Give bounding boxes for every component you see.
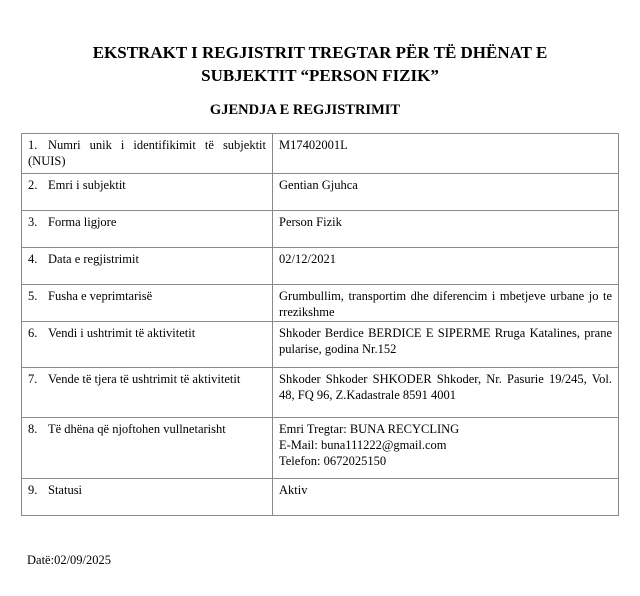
table-row <box>22 134 619 174</box>
table-row <box>22 248 619 285</box>
row-label: Të dhëna që njoftohen vullnetarisht <box>48 422 226 436</box>
row-label: Vende të tjera të ushtrimit të aktivitetit <box>48 372 241 386</box>
table-row <box>22 418 619 479</box>
row-label-cell <box>22 174 273 211</box>
row-label-cell <box>22 322 273 368</box>
row-label-cell <box>22 368 273 418</box>
document-title-line-1: EKSTRAKT I REGJISTRIT TREGTAR PËR TË DHËNAT E <box>92 43 548 62</box>
row-value-other-locations: Shkoder Shkoder SHKODER Shkoder, Nr. Pasurie 19/245, Vol. 48, FQ 96, Z.Kadastrale 8591 4001 <box>279 372 612 402</box>
row-label: Statusi <box>48 483 83 497</box>
row-value-phone: Telefon: 0672025150 <box>279 454 387 468</box>
registration-table <box>21 133 619 516</box>
row-number: 5. <box>28 289 38 303</box>
row-number: 6. <box>28 326 38 340</box>
row-label: Data e regjistrimit <box>48 252 139 266</box>
row-value-cell <box>273 285 619 322</box>
row-value-cell <box>273 368 619 418</box>
document-subtitle: GJENDJA E REGJISTRIMIT <box>209 102 401 118</box>
row-value-name: Gentian Gjuhca <box>279 178 358 192</box>
row-number: 1. <box>28 138 38 152</box>
row-value-cell <box>273 134 619 174</box>
row-value-nuis: M17402001L <box>279 138 348 152</box>
row-value-cell <box>273 322 619 368</box>
row-number: 9. <box>28 483 38 497</box>
row-label-cell <box>22 418 273 479</box>
row-value-activity: Grumbullim, transportim dhe diferencim i mbetjeve urbane jo te rrezikshme <box>279 289 612 319</box>
row-value-cell <box>273 174 619 211</box>
row-number: 4. <box>28 252 38 266</box>
document-title <box>0 41 640 87</box>
row-label: Fusha e veprimtarisë <box>48 289 153 303</box>
row-label-cell <box>22 211 273 248</box>
row-label-cell <box>22 248 273 285</box>
document-title-line-2: SUBJEKTIT “PERSON FIZIK” <box>201 66 439 85</box>
row-value-email: E-Mail: buna111222@gmail.com <box>279 438 447 452</box>
row-value-trade-name: Emri Tregtar: BUNA RECYCLING <box>279 422 460 436</box>
row-value-cell <box>273 211 619 248</box>
row-label: Forma ligjore <box>48 215 117 229</box>
row-value-cell <box>273 418 619 479</box>
row-value-activity-location: Shkoder Berdice BERDICE E SIPERME Rruga Katalines, prane pularise, godina Nr.152 <box>279 326 612 356</box>
row-number: 7. <box>28 372 38 386</box>
row-label: Emri i subjektit <box>48 178 126 192</box>
row-label-cell <box>22 285 273 322</box>
table-row <box>22 211 619 248</box>
row-value-legal-form: Person Fizik <box>279 215 342 229</box>
table-row <box>22 368 619 418</box>
row-label: Numri unik i identifikimit të subjektit (NUIS) <box>28 138 266 168</box>
row-number: 2. <box>28 178 38 192</box>
document-date: Datë:02/09/2025 <box>27 553 112 567</box>
row-label-cell <box>22 479 273 516</box>
table-row <box>22 174 619 211</box>
row-value-status: Aktiv <box>279 483 308 497</box>
table-row <box>22 322 619 368</box>
row-value-cell <box>273 479 619 516</box>
row-value-cell <box>273 248 619 285</box>
table-row <box>22 285 619 322</box>
row-label: Vendi i ushtrimit të aktivitetit <box>48 326 196 340</box>
row-label-cell <box>22 134 273 174</box>
table-row <box>22 479 619 516</box>
row-value-registration-date: 02/12/2021 <box>279 252 336 266</box>
row-number: 3. <box>28 215 38 229</box>
row-number: 8. <box>28 422 38 436</box>
